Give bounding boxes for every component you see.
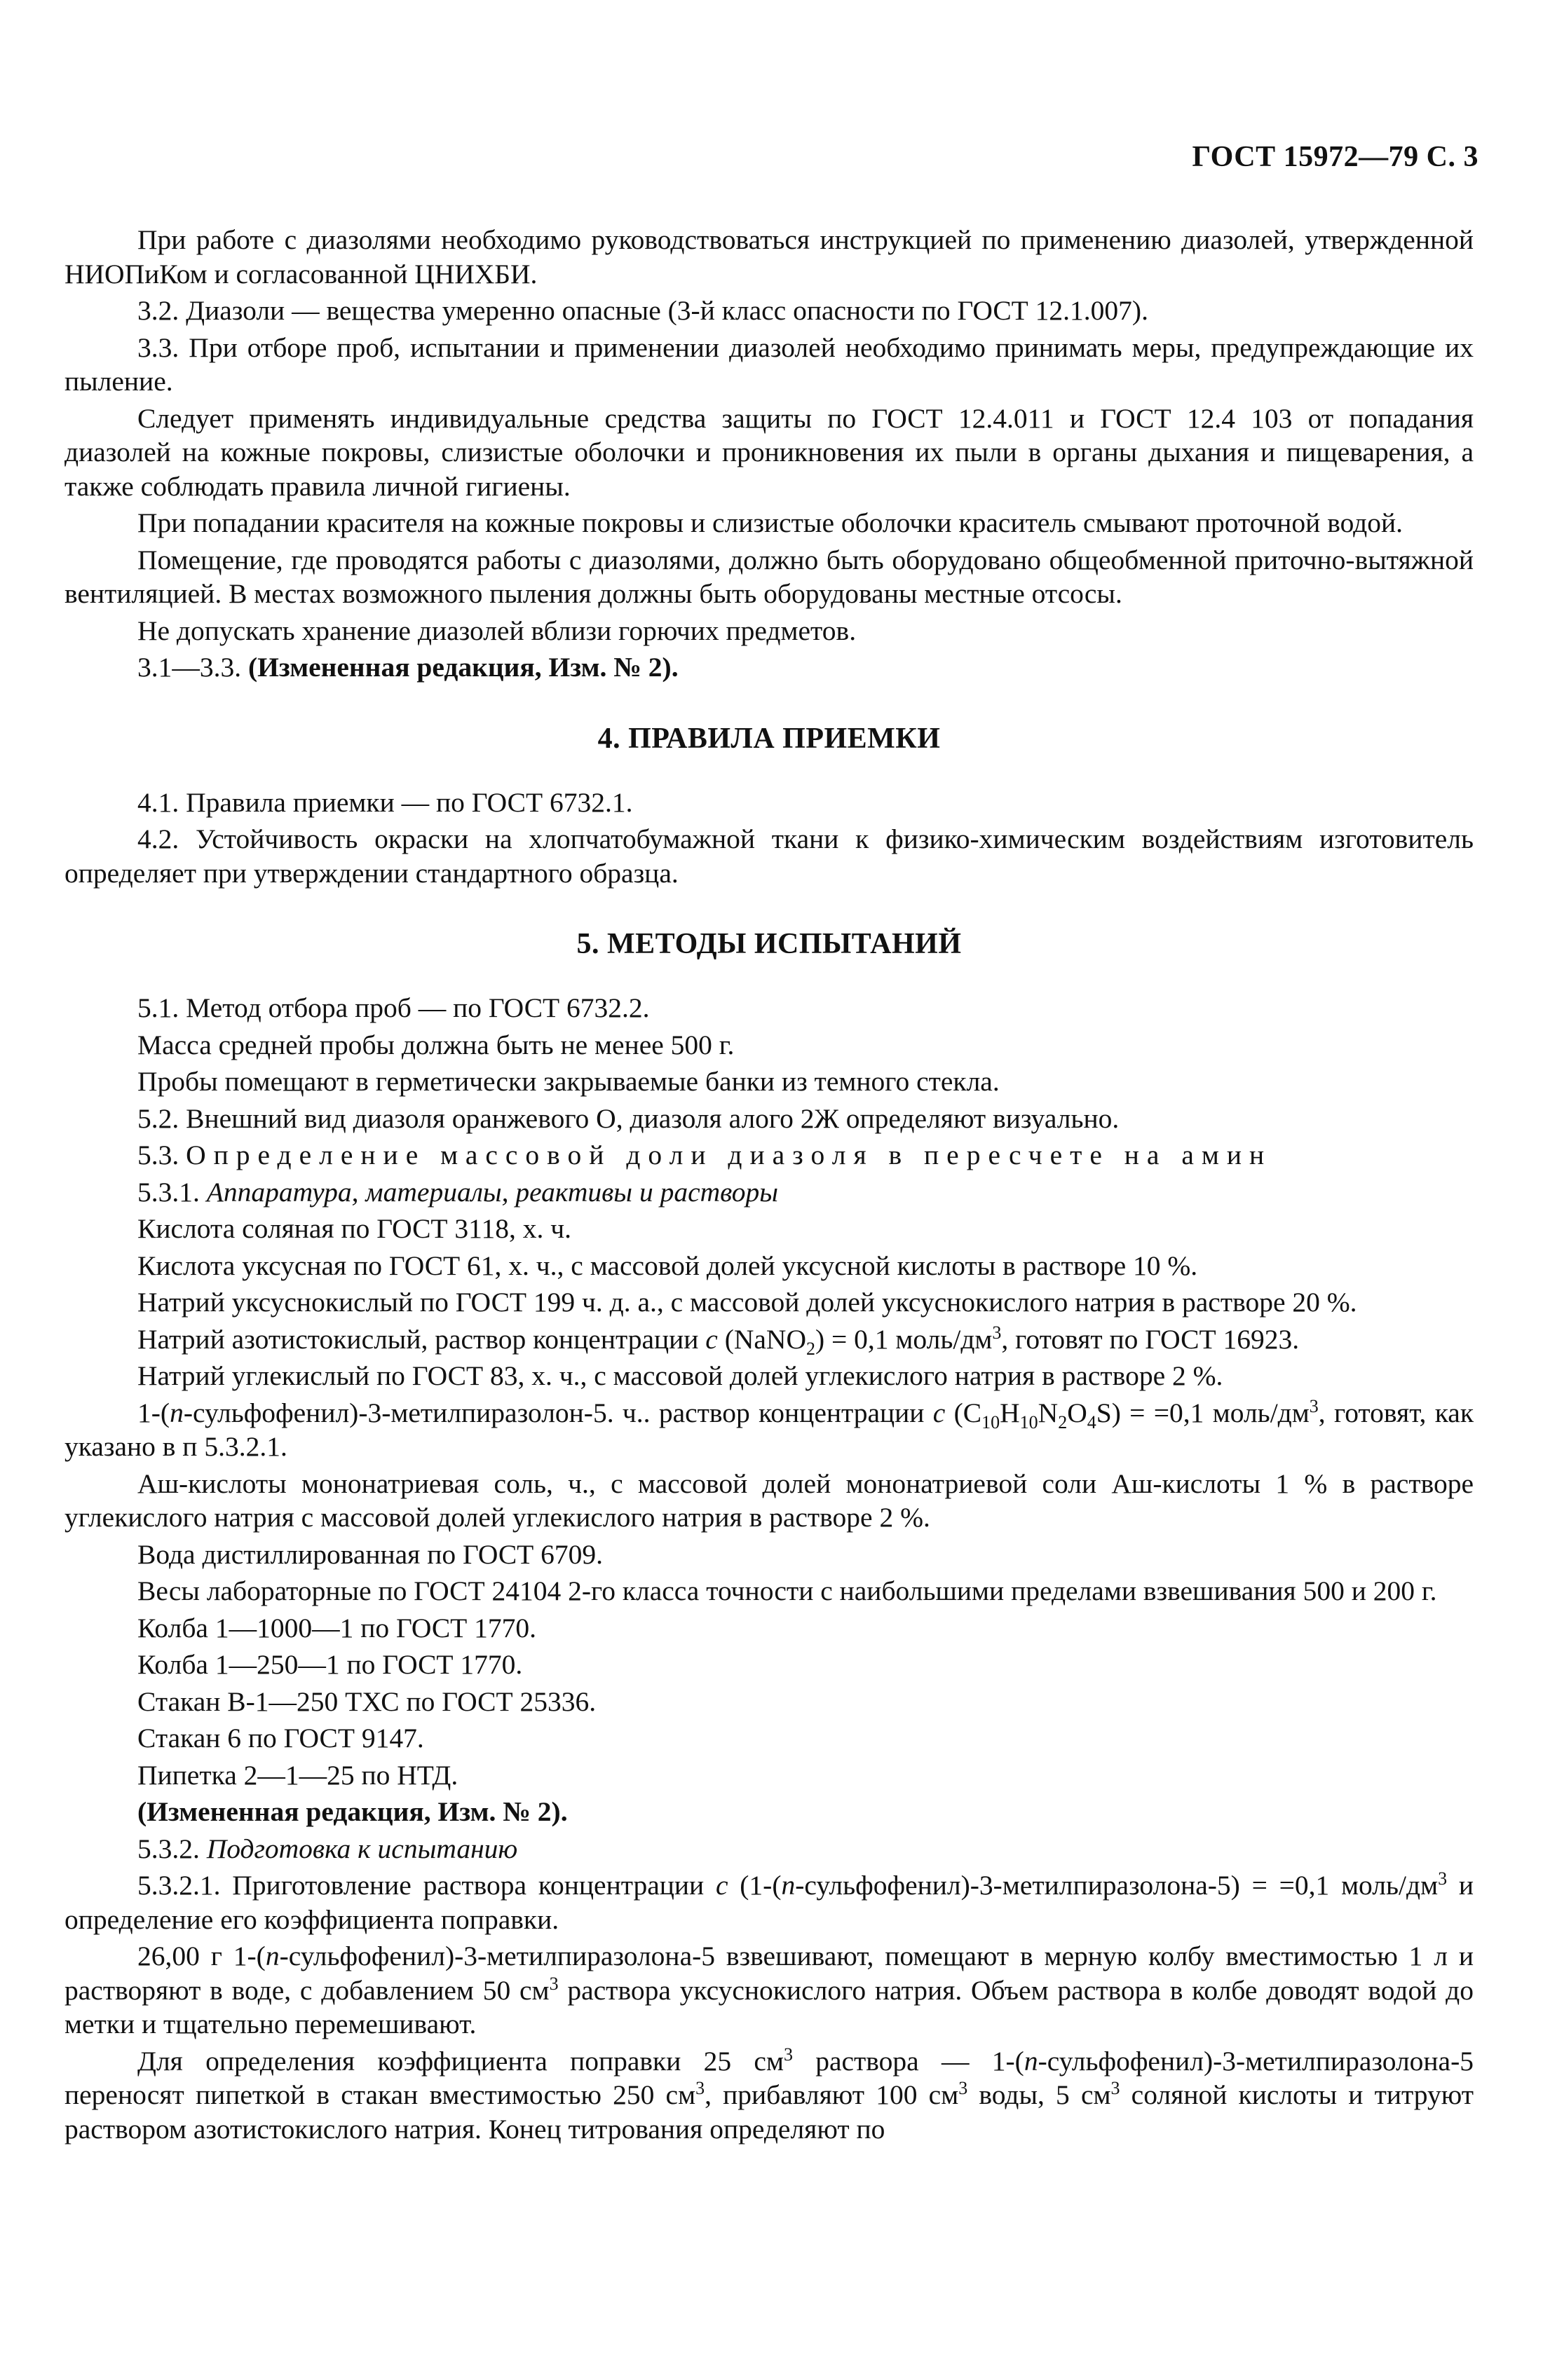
text-run: , прибавляют 100 см (705, 2079, 959, 2110)
subsection-heading (64, 1138, 1474, 1172)
text-run: раствора уксуснокислого натрия. Объем раствора в колбе доводят водой до метки и тщательно перемешивают. (64, 1974, 1474, 2039)
amendment-text: (Измененная редакция, Изм. № 2). (248, 652, 679, 683)
text-run: Для определения коэффициента поправки 25 см (137, 2045, 784, 2077)
clause-number: 5.3.2. (137, 1833, 200, 1864)
section-heading: 4. ПРАВИЛА ПРИЕМКИ (597, 722, 941, 755)
formula-symbol: п (1024, 2045, 1038, 2077)
subscript: 10 (981, 1411, 1000, 1432)
subsection-heading (64, 1832, 1474, 1866)
text-run: -сульфофенил)-3-метилпиразолона-5 взвешивают, помещают в мерную колбу вместимостью 1 л и растворяют в воде, с добавлением 50 см (64, 1941, 1474, 2006)
paragraph-formula (64, 1396, 1474, 1464)
spaced-heading-text: Определение массовой доли диазоля в пересчете на амин (186, 1140, 1272, 1170)
formula-symbol: п (265, 1941, 280, 1971)
subscript: 2 (806, 1338, 815, 1359)
paragraph: Стакан 6 по ГОСТ 9147. (137, 1723, 424, 1753)
text-run: 1-( (137, 1397, 170, 1428)
paragraph: Стакан В-1—250 ТХС по ГОСТ 25336. (137, 1685, 597, 1717)
paragraph: 4.2. Устойчивость окраски на хлопчатобумажной ткани к физико-химическим воздействиям изготовитель определяет при утверждении стандартного образца. (64, 823, 1474, 889)
text-run: (1-( (728, 1870, 782, 1901)
amendment-note: (Измененная редакция, Изм. № 2). (137, 1796, 568, 1827)
paragraph: 3.3. При отборе проб, испытании и применении диазолей необходимо принимать меры, предупреждающие их пыление. (64, 331, 1474, 397)
text-run: , готовят, как указано в п 5.3.2.1. (64, 1397, 1474, 1462)
superscript: 3 (783, 2044, 793, 2065)
paragraph: Пипетка 2—1—25 по НТД. (137, 1759, 458, 1791)
subscript: 4 (1087, 1411, 1096, 1432)
superscript: 3 (1309, 1395, 1319, 1416)
paragraph: Не допускать хранение диазолей вблизи горючих предметов. (137, 615, 857, 646)
paragraph: Колба 1—250—1 по ГОСТ 1770. (137, 1649, 523, 1680)
paragraph-formula (64, 1939, 1474, 2042)
formula-symbol: с (932, 1397, 946, 1428)
text-run: (NaNO (717, 1323, 806, 1355)
clause-number: 5.3. (137, 1140, 179, 1170)
superscript: 3 (1110, 2077, 1120, 2098)
superscript: 3 (1438, 1868, 1448, 1889)
text-run: и определение его коэффициента поправки. (64, 1870, 1474, 1935)
paragraph: 4.1. Правила приемки — по ГОСТ 6732.1. (137, 786, 633, 818)
text-run: Натрий азотистокислый, раствор концентрации (137, 1323, 706, 1355)
italic-heading-text: Подготовка к испытанию (206, 1833, 518, 1864)
formula-symbol: п (170, 1397, 184, 1428)
formula-symbol: с (705, 1323, 718, 1355)
paragraph: Помещение, где проводятся работы с диазолями, должно быть оборудовано общеобменной приточно-вытяжной вентиляцией. В местах возможного пыления должны быть оборудованы местные отсосы. (64, 544, 1474, 609)
subsection-heading (64, 1175, 1474, 1210)
text-run: -сульфофенил)-3-метилпиразолона-5) = =0,1 моль/дм (795, 1870, 1439, 1901)
paragraph: 5.2. Внешний вид диазоля оранжевого О, диазоля алого 2Ж определяют визуально. (137, 1102, 1120, 1134)
superscript: 3 (992, 1322, 1002, 1343)
paragraph: Весы лабораторные по ГОСТ 24104 2-го класса точности с наибольшими пределами взвешивания 500 и 200 г. (137, 1575, 1437, 1606)
amendment-note (64, 650, 1474, 685)
text-run: -сульфофенил)-3-метилпиразолон-5. ч.. раствор концентрации (183, 1397, 933, 1428)
paragraph: При работе с диазолями необходимо руководствоваться инструкцией по применению диазолей, утвержденной НИОПиКом и согласованной ЦНИХБИ. (64, 224, 1474, 289)
paragraph: Масса средней пробы должна быть не менее 500 г. (137, 1029, 735, 1060)
paragraph-formula (64, 1868, 1474, 1936)
superscript: 3 (958, 2077, 968, 2098)
clause-range: 3.1—3.3. (137, 652, 242, 683)
clause-number: 5.3.1. (137, 1176, 200, 1208)
text-run: соляной кислоты и титруют раствором азотистокислого натрия. Конец титрования определяют по (64, 2079, 1474, 2145)
paragraph: Натрий углекислый по ГОСТ 83, х. ч., с массовой долей углекислого натрия в растворе 2 %. (137, 1360, 1223, 1391)
paragraph: Аш-кислоты мононатриевая соль, ч., с массовой долей мононатриевой соли Аш-кислоты 1 % в растворе углекислого натрия с массовой долей углекислого натрия в растворе 2 %. (64, 1468, 1474, 1533)
paragraph: Колба 1—1000—1 по ГОСТ 1770. (137, 1612, 537, 1643)
paragraph-formula (64, 1322, 1474, 1357)
text-run: 5.3.2.1. Приготовление раствора концентрации (137, 1870, 716, 1901)
paragraph: 3.2. Диазоли — вещества умеренно опасные (3-й класс опасности по ГОСТ 12.1.007). (137, 295, 1148, 326)
text-run: S) = =0,1 моль/дм (1096, 1397, 1310, 1428)
paragraph: Натрий уксуснокислый по ГОСТ 199 ч. д. а., с массовой долей уксуснокислого натрия в растворе 20 %. (137, 1287, 1357, 1318)
paragraph: Вода дистиллированная по ГОСТ 6709. (137, 1538, 604, 1570)
text-run: O (1067, 1397, 1087, 1428)
text-run: H (1000, 1397, 1020, 1428)
subscript: 10 (1019, 1411, 1038, 1432)
paragraph: При попадании красителя на кожные покровы и слизистые оболочки краситель смывают проточной водой. (137, 507, 1403, 538)
superscript: 3 (695, 2077, 705, 2098)
document-body (64, 223, 1474, 2146)
paragraph: Кислота соляная по ГОСТ 3118, х. ч. (137, 1213, 571, 1244)
formula-symbol: п (781, 1870, 796, 1901)
superscript: 3 (549, 1973, 559, 1994)
text-run: (C (945, 1397, 982, 1428)
text-run: воды, 5 см (967, 2079, 1111, 2110)
paragraph: Кислота уксусная по ГОСТ 61, х. ч., с массовой долей уксусной кислоты в растворе 10 %. (137, 1250, 1198, 1281)
paragraph: Следует применять индивидуальные средства защиты по ГОСТ 12.4.011 и ГОСТ 12.4 103 от попадания диазолей на кожные покровы, слизистые оболочки и проникновения их пыли в органы дыхания и пищеварения, а также соблюдать правила личной гигиены. (64, 402, 1474, 502)
text-run: , готовят по ГОСТ 16923. (1001, 1323, 1300, 1355)
text-run: -сульфофенил)-3-метилпиразолона-5 переносят пипеткой в стакан вместимостью 250 см (64, 2045, 1474, 2110)
italic-heading-text: Аппаратура, материалы, реактивы и растворы (206, 1176, 778, 1208)
subscript: 2 (1058, 1411, 1068, 1432)
formula-symbol: с (715, 1870, 728, 1901)
text-run: ) = 0,1 моль/дм (815, 1323, 993, 1355)
section-heading: 5. МЕТОДЫ ИСПЫТАНИЙ (576, 928, 962, 960)
paragraph-formula (64, 2044, 1474, 2147)
paragraph: 5.1. Метод отбора проб — по ГОСТ 6732.2. (137, 992, 650, 1023)
page-header: ГОСТ 15972—79 С. 3 (1192, 141, 1479, 173)
text-run: раствора — 1-( (792, 2045, 1024, 2077)
paragraph: Пробы помещают в герметически закрываемые банки из темного стекла. (137, 1066, 1000, 1097)
text-run: 26,00 г 1-( (137, 1941, 266, 1971)
text-run: N (1038, 1397, 1059, 1428)
